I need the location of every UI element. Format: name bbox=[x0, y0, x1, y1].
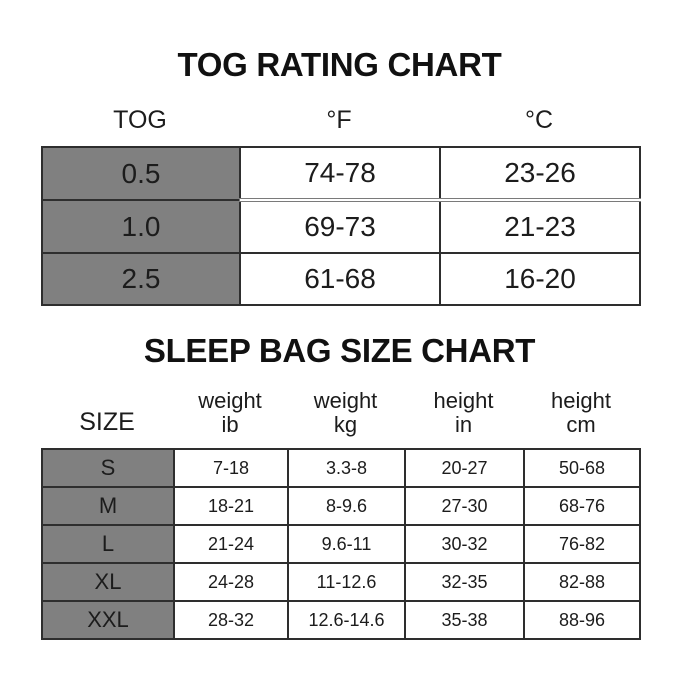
header-line-1: height bbox=[551, 388, 611, 413]
tog-rating-table bbox=[41, 146, 641, 306]
header-line-2: cm bbox=[566, 412, 596, 437]
size-label-cell: XL bbox=[42, 563, 174, 601]
height-in-cell: 20-27 bbox=[405, 449, 524, 487]
column-header-celsius: °C bbox=[524, 106, 554, 134]
table-row bbox=[42, 147, 640, 200]
fahrenheit-range-cell: 69-73 bbox=[240, 200, 440, 253]
table-row bbox=[42, 253, 640, 305]
tog-table-header-row bbox=[41, 107, 639, 134]
column-header-fahrenheit: °F bbox=[326, 106, 352, 134]
size-label-cell: M bbox=[42, 487, 174, 525]
tog-value-cell: 1.0 bbox=[42, 200, 240, 253]
column-header-tog: TOG bbox=[113, 106, 167, 134]
sleep-bag-size-table bbox=[41, 448, 641, 640]
weight-kg-cell: 3.3-8 bbox=[288, 449, 405, 487]
header-line-1: height bbox=[433, 388, 494, 413]
column-header-weight-kg bbox=[287, 389, 404, 437]
table-row bbox=[42, 449, 640, 487]
table-row bbox=[42, 525, 640, 563]
weight-ib-cell: 28-32 bbox=[174, 601, 288, 639]
height-cm-cell: 68-76 bbox=[524, 487, 640, 525]
size-table-header-row bbox=[41, 389, 639, 437]
weight-ib-cell: 21-24 bbox=[174, 525, 288, 563]
height-in-cell: 30-32 bbox=[405, 525, 524, 563]
tog-value-cell: 0.5 bbox=[42, 147, 240, 200]
table-row bbox=[42, 601, 640, 639]
table-row bbox=[42, 200, 640, 253]
celsius-range-cell: 21-23 bbox=[440, 200, 640, 253]
column-header-height-cm bbox=[523, 389, 639, 437]
header-line-2: kg bbox=[333, 412, 358, 437]
height-in-cell: 32-35 bbox=[405, 563, 524, 601]
size-label-cell: S bbox=[42, 449, 174, 487]
weight-kg-cell: 8-9.6 bbox=[288, 487, 405, 525]
weight-ib-cell: 18-21 bbox=[174, 487, 288, 525]
celsius-range-cell: 23-26 bbox=[440, 147, 640, 200]
weight-kg-cell: 11-12.6 bbox=[288, 563, 405, 601]
header-line-1: weight bbox=[313, 388, 378, 413]
height-in-cell: 35-38 bbox=[405, 601, 524, 639]
column-header-size: SIZE bbox=[79, 408, 135, 436]
header-line-1: weight bbox=[198, 388, 262, 413]
column-header-weight-ib bbox=[173, 389, 287, 437]
weight-ib-cell: 24-28 bbox=[174, 563, 288, 601]
height-cm-cell: 82-88 bbox=[524, 563, 640, 601]
height-in-cell: 27-30 bbox=[405, 487, 524, 525]
header-line-2: in bbox=[454, 412, 473, 437]
table-row bbox=[42, 563, 640, 601]
height-cm-cell: 50-68 bbox=[524, 449, 640, 487]
weight-kg-cell: 12.6-14.6 bbox=[288, 601, 405, 639]
size-chart-title: SLEEP BAG SIZE CHART bbox=[143, 332, 536, 369]
size-label-cell: L bbox=[42, 525, 174, 563]
fahrenheit-range-cell: 61-68 bbox=[240, 253, 440, 305]
header-line-2: ib bbox=[221, 412, 239, 437]
tog-chart-title: TOG RATING CHART bbox=[177, 46, 502, 83]
celsius-range-cell: 16-20 bbox=[440, 253, 640, 305]
height-cm-cell: 88-96 bbox=[524, 601, 640, 639]
fahrenheit-range-cell: 74-78 bbox=[240, 147, 440, 200]
weight-ib-cell: 7-18 bbox=[174, 449, 288, 487]
table-row bbox=[42, 487, 640, 525]
tog-value-cell: 2.5 bbox=[42, 253, 240, 305]
height-cm-cell: 76-82 bbox=[524, 525, 640, 563]
weight-kg-cell: 9.6-11 bbox=[288, 525, 405, 563]
size-label-cell: XXL bbox=[42, 601, 174, 639]
column-header-height-in bbox=[404, 389, 523, 437]
